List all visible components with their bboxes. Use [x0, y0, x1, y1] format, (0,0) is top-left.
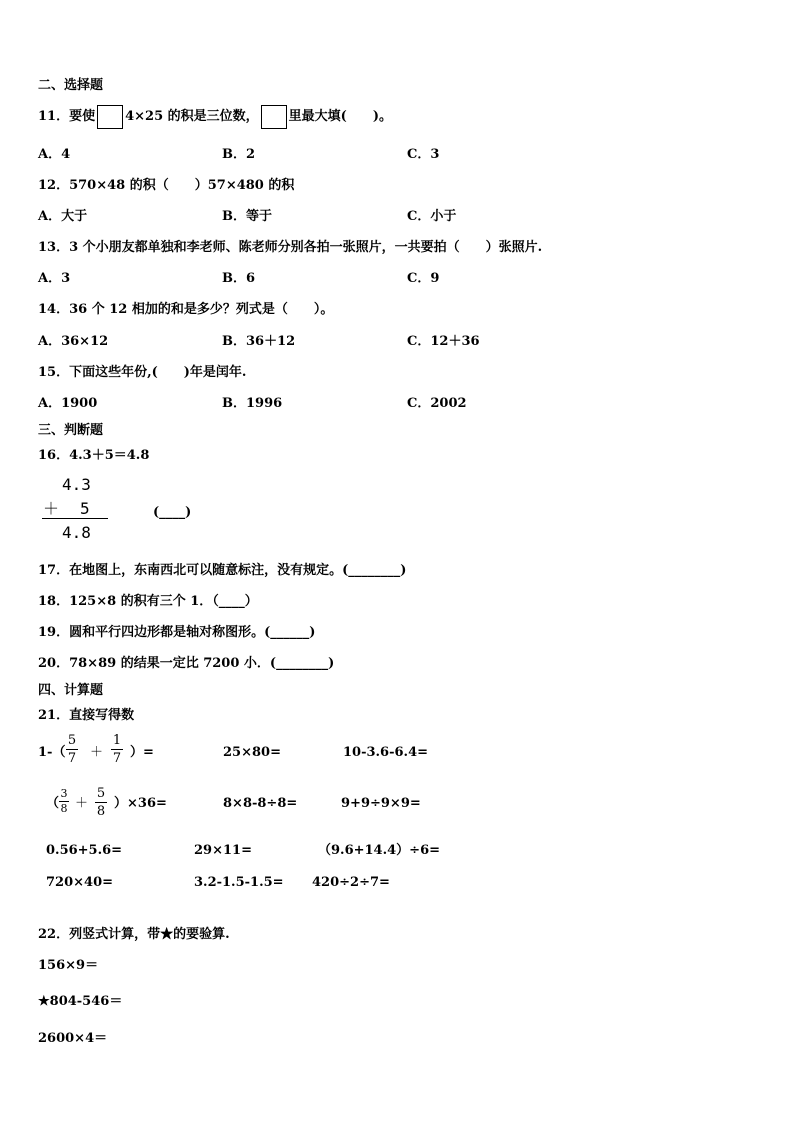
vertical-operator: ＋	[43, 499, 60, 518]
fraction	[111, 733, 123, 766]
expr-prefix: 1-（	[38, 745, 66, 760]
question-19: 19．圆和平行四边形都是轴对称图形。(______)	[38, 625, 316, 640]
expr-item: 420÷2÷7=	[312, 875, 390, 890]
fraction-numerator: 1	[112, 733, 122, 748]
expr-item: 8×8-8÷8=	[223, 796, 298, 811]
option-c[interactable]: C．小于	[407, 209, 457, 224]
option-b[interactable]: B．等于	[222, 209, 272, 224]
question-18: 18．125×8 的积有三个 1．（____）	[38, 594, 258, 609]
fraction	[66, 733, 78, 766]
vertical-calc-item: 156×9＝	[38, 958, 99, 973]
question-text-post: 里最大填( )。	[288, 109, 392, 124]
question-13: 13．3 个小朋友都单独和李老师、陈老师分别各拍一张照片，一共要拍（ ）张照片.	[38, 240, 543, 255]
expr-item: 0.56+5.6=	[46, 843, 123, 858]
expr-item: 25×80=	[223, 745, 281, 760]
option-c[interactable]: C．9	[407, 271, 440, 286]
question-11	[38, 104, 392, 130]
answer-blank[interactable]: (____)	[153, 505, 192, 520]
question-text-mid: 4×25 的积是三位数，	[125, 109, 259, 124]
expr-suffix: ）×36=	[114, 796, 167, 811]
vertical-rule	[42, 518, 108, 519]
blank-box[interactable]	[97, 105, 123, 129]
vertical-line-1: 4.3	[62, 475, 91, 494]
expr-item: 720×40=	[46, 875, 114, 890]
expr-suffix: ）=	[130, 745, 154, 760]
vertical-line-2: 5	[80, 499, 90, 518]
option-a[interactable]: A．1900	[38, 396, 98, 411]
question-17: 17．在地图上，东南西北可以随意标注，没有规定。(________)	[38, 563, 407, 578]
expr-item: 9+9÷9×9=	[341, 796, 421, 811]
section-title-judge: 三、判断题	[38, 423, 104, 438]
option-a[interactable]: A．大于	[38, 209, 88, 224]
option-a[interactable]: A．36×12	[38, 334, 109, 349]
question-22: 22．列竖式计算，带★的要验算.	[38, 927, 230, 942]
option-c[interactable]: C．2002	[407, 396, 467, 411]
option-b[interactable]: B．2	[222, 147, 256, 162]
option-b[interactable]: B．6	[222, 271, 256, 286]
fraction	[95, 786, 107, 819]
fraction-denominator: 8	[96, 804, 106, 819]
question-21: 21．直接写得数	[38, 708, 135, 723]
section-title-choice: 二、选择题	[38, 78, 104, 93]
vertical-calc-item: 2600×4＝	[38, 1031, 108, 1046]
option-a[interactable]: A．4	[38, 147, 71, 162]
plus-sign: ＋	[75, 796, 89, 811]
option-c[interactable]: C．3	[407, 147, 440, 162]
vertical-calc-item: ★804-546＝	[38, 994, 123, 1009]
blank-box[interactable]	[261, 105, 287, 129]
option-a[interactable]: A．3	[38, 271, 71, 286]
option-b[interactable]: B．36＋12	[222, 334, 296, 349]
question-number: 11．	[38, 109, 70, 124]
fraction-numerator: 5	[67, 733, 77, 748]
expr-item: 29×11=	[194, 843, 252, 858]
question-14: 14．36 个 12 相加的和是多少？列式是（ ）。	[38, 302, 334, 317]
question-16: 16．4.3＋5＝4.8	[38, 448, 150, 463]
expr-item: 10-3.6-6.4=	[343, 745, 429, 760]
vertical-result: 4.8	[62, 523, 91, 542]
question-text-pre: 要使	[69, 109, 96, 124]
fraction-denominator: 8	[60, 802, 68, 815]
question-12: 12．570×48 的积（ ）57×480 的积	[38, 178, 295, 193]
fraction-numerator: 3	[60, 787, 68, 800]
fraction-numerator: 5	[96, 786, 106, 801]
fraction-denominator: 7	[67, 751, 77, 766]
expr-prefix: （	[46, 796, 60, 811]
plus-sign: ＋	[90, 745, 104, 760]
section-title-calc: 四、计算题	[38, 683, 104, 698]
question-20: 20．78×89 的结果一定比 7200 小．(________)	[38, 656, 335, 671]
fraction-denominator: 7	[112, 751, 122, 766]
expr-item: 3.2-1.5-1.5=	[194, 875, 284, 890]
option-c[interactable]: C．12＋36	[407, 334, 480, 349]
fraction	[59, 788, 69, 815]
option-b[interactable]: B．1996	[222, 396, 283, 411]
question-15: 15．下面这些年份,( )年是闰年.	[38, 365, 247, 380]
expr-item: （9.6+14.4）÷6=	[318, 843, 441, 858]
